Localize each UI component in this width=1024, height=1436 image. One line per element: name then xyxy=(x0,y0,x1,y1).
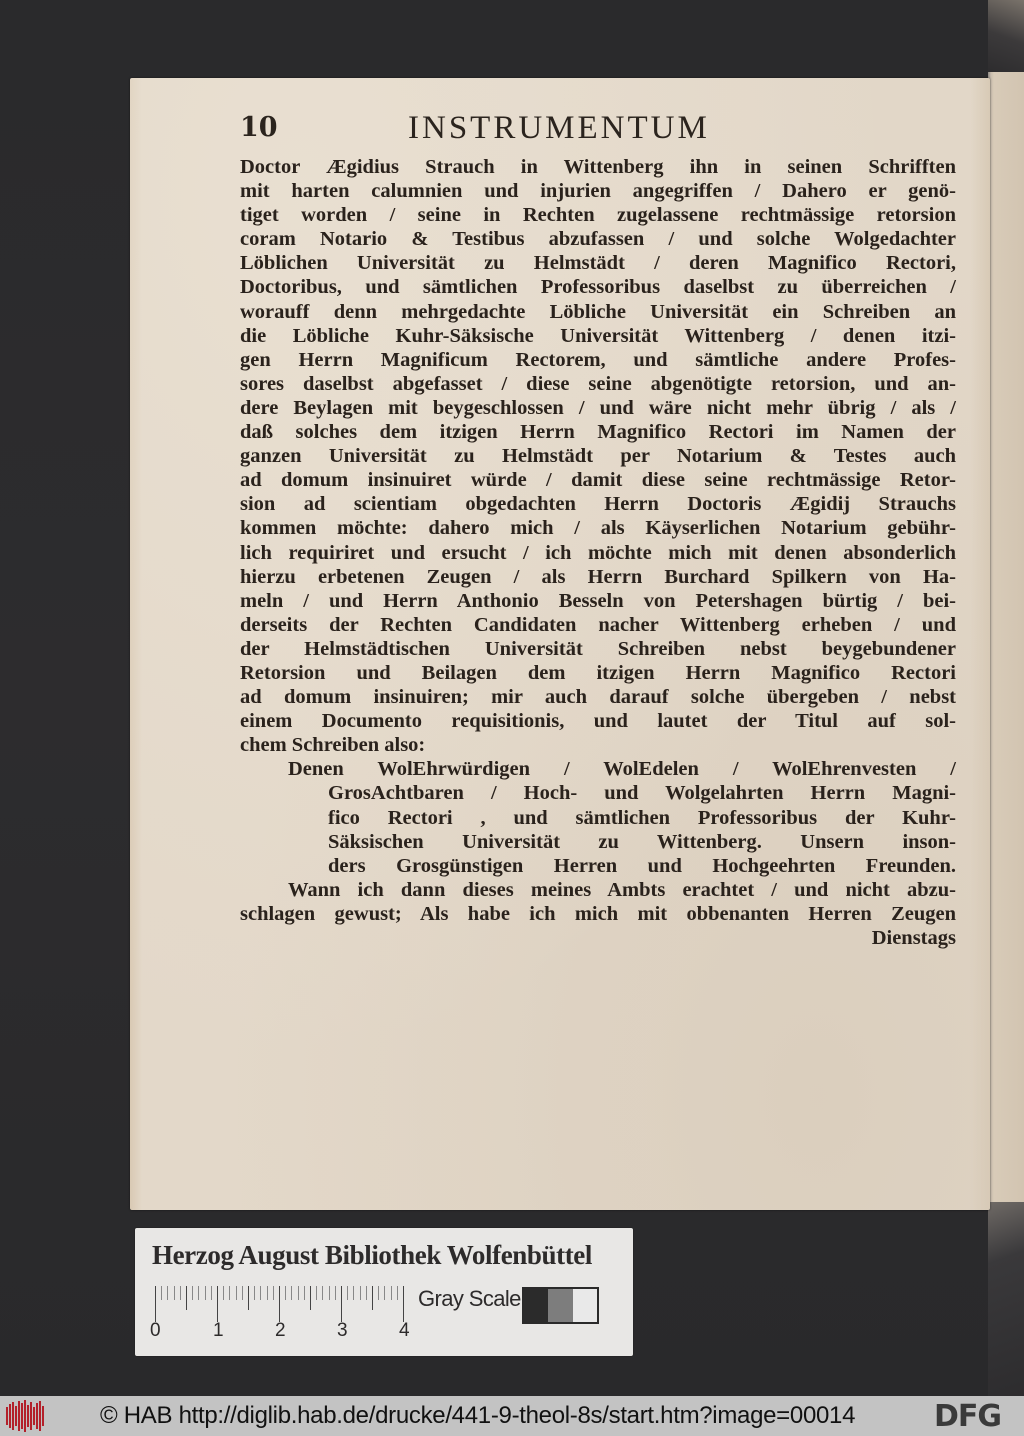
text-line: Wann ich dann dieses meines Ambts erachtet / und nicht abzu- xyxy=(288,878,956,901)
text-line: Doctoribus, und sämtlichen Professoribus daselbst zu überreichen / xyxy=(240,276,956,299)
ruler-tick xyxy=(155,1286,156,1322)
text-line: coram Notario & Testibus abzufassen / und solche Wolgedachter xyxy=(240,228,956,251)
logo-bar xyxy=(6,1407,8,1425)
ruler-label-4: 4 xyxy=(399,1320,410,1341)
ruler-tick xyxy=(267,1286,268,1300)
logo-bar xyxy=(12,1402,14,1430)
hab-logo-icon xyxy=(6,1400,46,1432)
text-line: sores daselbst abgefasset / diese seine abgenötigte retorsion, und an- xyxy=(240,372,956,395)
text-line: Säksischen Universität zu Wittenberg. Unsern inson- xyxy=(328,830,956,853)
text-line: tiget worden / seine in Rechten zugelassene rechtmässige retorsion xyxy=(240,204,956,227)
ruler-tick xyxy=(254,1286,255,1300)
ruler-label-2: 2 xyxy=(275,1320,286,1341)
ruler-tick xyxy=(329,1286,330,1300)
text-line: lich requiriret und ersucht / ich möchte mich mit denen absonderlich xyxy=(240,541,956,564)
ruler-tick xyxy=(186,1286,187,1310)
page-number: 10 xyxy=(240,112,278,143)
logo-bar xyxy=(33,1407,35,1425)
ruler-tick xyxy=(360,1286,361,1300)
ruler-tick xyxy=(248,1286,249,1310)
ruler-tick xyxy=(161,1286,162,1300)
ruler-tick xyxy=(403,1286,404,1322)
logo-bar xyxy=(39,1401,41,1431)
ruler-tick xyxy=(229,1286,230,1300)
page-body-text xyxy=(240,155,956,950)
ruler-tick xyxy=(322,1286,323,1300)
ruler-tick xyxy=(192,1286,193,1300)
ruler-tick xyxy=(391,1286,392,1300)
ruler-tick xyxy=(335,1286,336,1300)
ruler-tick xyxy=(217,1286,218,1322)
ruler-tick xyxy=(316,1286,317,1300)
text-line: Denen WolEhrwürdigen / WolEdelen / WolEhrenvesten / xyxy=(288,758,956,781)
ruler-scale xyxy=(155,1286,407,1322)
ruler-tick xyxy=(167,1286,168,1300)
logo-bar xyxy=(15,1406,17,1426)
text-line: Löblichen Universität zu Helmstädt / deren Magnifico Rectori, xyxy=(240,252,956,275)
ruler-label-0: 0 xyxy=(150,1320,161,1341)
logo-bar xyxy=(9,1404,11,1428)
library-name: Herzog August Bibliothek Wolfenbüttel xyxy=(152,1240,592,1270)
logo-bar xyxy=(24,1400,26,1432)
swatch-light xyxy=(573,1289,597,1322)
swatch-mid xyxy=(548,1289,572,1322)
ruler-tick xyxy=(291,1286,292,1300)
adjacent-page-shadow xyxy=(988,1202,1024,1396)
swatch-dark xyxy=(524,1289,548,1322)
ruler-tick xyxy=(397,1286,398,1300)
text-line: derseits der Rechten Candidaten nacher Wittenberg erheben / und xyxy=(240,613,956,636)
logo-bar xyxy=(21,1403,23,1429)
text-line: die Löbliche Kuhr-Säksische Universität Wittenberg / denen itzi- xyxy=(240,324,956,347)
text-line: Retorsion und Beilagen dem itzigen Herrn Magnifico Rectori xyxy=(240,661,956,684)
text-line: schlagen gewust; Als habe ich mich mit obbenanten Herren Zeugen xyxy=(240,902,956,925)
ruler-tick xyxy=(198,1286,199,1300)
logo-bar xyxy=(27,1405,29,1427)
text-line: daß solches dem itzigen Herrn Magnifico Rectori im Namen der xyxy=(240,421,956,444)
text-line: meln / und Herrn Anthonio Besseln von Petershagen bürtig / bei- xyxy=(240,589,956,612)
text-line: kommen möchte: dahero mich / als Käyserlichen Notarium gebühr- xyxy=(240,517,956,540)
text-line: ad domum insinuiret würde / damit diese seine rechtmässige Retor- xyxy=(240,469,956,492)
ruler-tick xyxy=(236,1286,237,1300)
ruler-tick xyxy=(347,1286,348,1300)
footer-bar xyxy=(0,1396,1024,1436)
text-line: ders Grosgünstigen Herren und Hochgeehrten Freunden. xyxy=(328,854,956,877)
text-line: gen Herrn Magnificum Rectorem, und sämtliche andere Profes- xyxy=(240,348,956,371)
text-line: chem Schreiben also: xyxy=(240,734,426,757)
logo-bar xyxy=(42,1406,44,1426)
text-line: Doctor Ægidius Strauch in Wittenberg ihn in seinen Schrifften xyxy=(240,156,956,178)
ruler-tick xyxy=(205,1286,206,1300)
gray-scale-label: Gray Scale xyxy=(418,1286,521,1311)
text-line: der Helmstädtischen Universität Schreiben nebst beygebundener xyxy=(240,637,956,660)
ruler-label-1: 1 xyxy=(213,1320,224,1341)
text-line: sion ad scientiam obgedachten Herrn Doctoris Ægidij Strauchs xyxy=(240,493,956,516)
ruler-tick xyxy=(285,1286,286,1300)
ruler-tick xyxy=(223,1286,224,1300)
text-line: dere Beylagen mit beygeschlossen / und wäre nicht mehr übrig / als / xyxy=(240,396,956,419)
logo-bar xyxy=(36,1403,38,1429)
dfg-logo-icon: DFG xyxy=(934,1399,1002,1434)
ruler-tick xyxy=(353,1286,354,1300)
ruler-tick xyxy=(242,1286,243,1300)
ruler-tick xyxy=(260,1286,261,1300)
ruler-tick xyxy=(298,1286,299,1300)
ruler-tick xyxy=(378,1286,379,1300)
running-title: INSTRUMENTUM xyxy=(408,110,710,146)
gray-scale-swatches xyxy=(522,1287,599,1324)
ruler-tick xyxy=(341,1286,342,1322)
ruler-tick xyxy=(310,1286,311,1310)
ruler-tick xyxy=(180,1286,181,1300)
text-line: ad domum insinuiren; mir auch darauf solche übergeben / nebst xyxy=(240,686,956,709)
adjacent-page-corner xyxy=(988,0,1024,75)
logo-bar xyxy=(18,1401,20,1431)
text-line: ganzen Universität zu Helmstädt per Notarium & Testes auch xyxy=(240,445,956,468)
text-line: hierzu erbetenen Zeugen / als Herrn Burchard Spilkern von Ha- xyxy=(240,565,956,588)
logo-bar xyxy=(30,1402,32,1430)
text-line: GrosAchtbaren / Hoch- und Wolgelahrten Herrn Magni- xyxy=(328,782,956,805)
text-line: Dienstags xyxy=(871,927,956,949)
adjacent-page-edge xyxy=(988,72,1024,1396)
text-line: mit harten calumnien und injurien angegriffen / Dahero er genö- xyxy=(240,180,956,203)
ruler-tick xyxy=(273,1286,274,1300)
copyright-link[interactable]: © HAB http://diglib.hab.de/drucke/441-9-theol-8s/start.htm?image=00014 xyxy=(100,1402,856,1429)
ruler-tick xyxy=(366,1286,367,1300)
calibration-card xyxy=(135,1228,633,1356)
ruler-tick xyxy=(211,1286,212,1300)
ruler-tick xyxy=(384,1286,385,1300)
ruler-tick xyxy=(279,1286,280,1322)
text-line: fico Rectori , und sämtlichen Professoribus der Kuhr- xyxy=(328,806,956,829)
text-line: einem Documento requisitionis, und lautet der Titul auf sol- xyxy=(240,710,956,733)
text-line: worauff denn mehrgedachte Löbliche Universität ein Schreiben an xyxy=(240,300,956,323)
ruler-tick xyxy=(304,1286,305,1300)
ruler-tick xyxy=(372,1286,373,1310)
page-header xyxy=(240,112,960,152)
ruler-label-3: 3 xyxy=(337,1320,348,1341)
ruler-tick xyxy=(174,1286,175,1300)
